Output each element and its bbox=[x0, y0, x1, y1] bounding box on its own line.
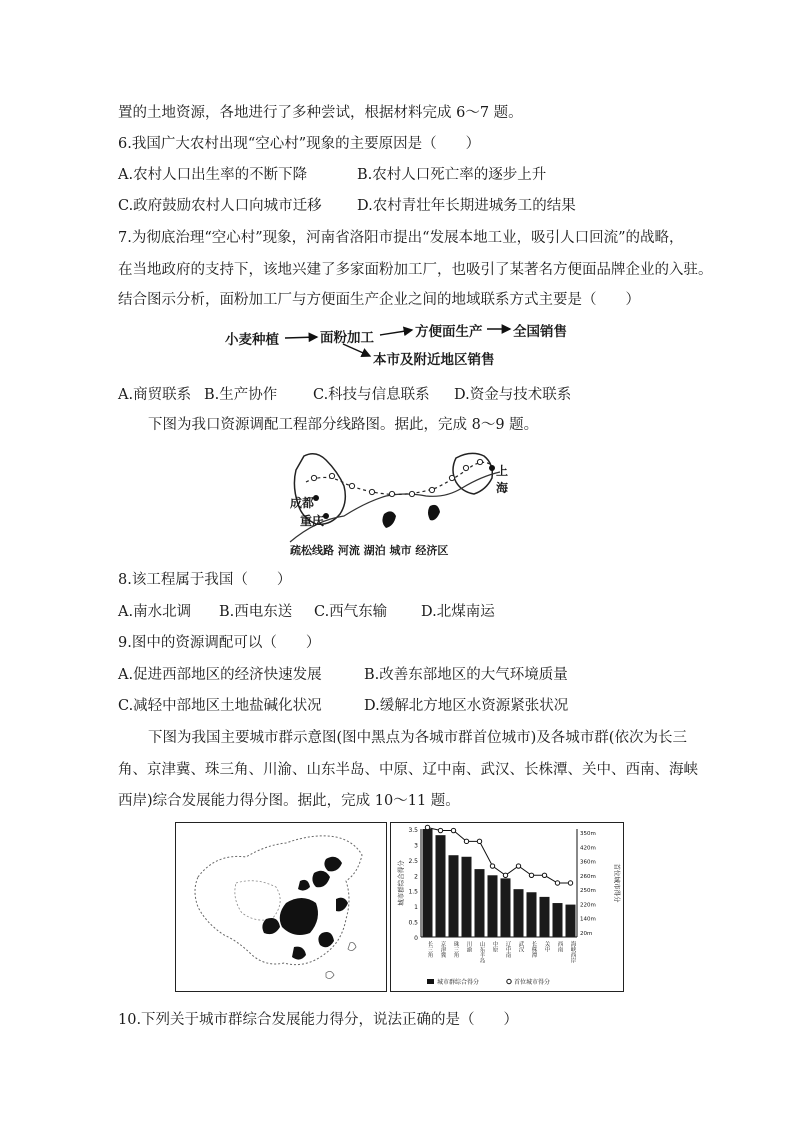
label-shanghai: 上海 bbox=[496, 464, 509, 495]
category-label: 长株潭 bbox=[530, 941, 537, 958]
q10-stem: 10.下列关于城市群综合发展能力得分，说法正确的是（ ） bbox=[118, 1012, 519, 1028]
category-label: 中原 bbox=[491, 941, 498, 952]
y2-tick-label: 250m bbox=[580, 888, 596, 895]
q8-option-c[interactable]: C.西气东输 bbox=[314, 604, 388, 620]
flow-arrows bbox=[225, 316, 580, 368]
q8-stem: 8.该工程属于我国（ ） bbox=[118, 572, 292, 588]
route-map bbox=[286, 446, 516, 558]
q8-option-b[interactable]: B.西电东送 bbox=[219, 604, 293, 620]
y2-tick-label: 260m bbox=[580, 873, 596, 880]
flow-national: 全国销售 bbox=[513, 324, 567, 340]
legend-line-label: 首位城市得分 bbox=[514, 979, 551, 986]
line-point bbox=[516, 864, 520, 868]
line-point bbox=[477, 839, 481, 843]
y2-tick-label: 360m bbox=[580, 859, 596, 866]
cluster-blobs bbox=[262, 857, 348, 960]
q9-stem: 9.图中的资源调配可以（ ） bbox=[118, 635, 321, 651]
q9-option-d[interactable]: D.缓解北方地区水资源紧张状况 bbox=[364, 698, 569, 714]
china-city-cluster-map bbox=[175, 822, 387, 992]
y2-axis-label: 首位城市得分 bbox=[613, 863, 621, 903]
category-label: 西南 bbox=[556, 941, 563, 952]
route-map-legend: 疏松线路 河流 湖泊 城市 经济区 bbox=[290, 544, 449, 557]
y-tick-label: 3 bbox=[414, 842, 418, 850]
q7-option-c[interactable]: C.科技与信息联系 bbox=[313, 387, 430, 403]
fig2-intro-line1: 下图为我国主要城市群示意图(图中黑点为各城市群首位城市)及各城市群(依次为长三 bbox=[148, 730, 687, 746]
bar bbox=[423, 829, 433, 937]
line-point bbox=[503, 873, 507, 877]
line-point bbox=[555, 881, 559, 885]
legend-bar-swatch bbox=[427, 979, 434, 984]
line-point bbox=[542, 873, 546, 877]
score-chart-svg bbox=[391, 823, 623, 991]
category-label: 关中 bbox=[543, 941, 550, 952]
line-point bbox=[529, 873, 533, 877]
bar bbox=[475, 869, 485, 937]
y-tick-label: 1 bbox=[414, 904, 418, 912]
y2-tick-label: 220m bbox=[580, 902, 596, 909]
bar bbox=[553, 903, 563, 937]
y-tick-label: 3.5 bbox=[408, 827, 418, 834]
y-tick-label: 0 bbox=[414, 935, 418, 942]
q7-option-b[interactable]: B.生产协作 bbox=[204, 387, 278, 403]
fig2-intro-line3: 西岸)综合发展能力得分图。据此，完成 10～11 题。 bbox=[118, 793, 460, 809]
y-tick-label: 2.5 bbox=[408, 857, 418, 865]
category-label: 川渝 bbox=[465, 941, 472, 952]
bar bbox=[462, 857, 472, 937]
q6-stem: 6.我国广大农村出现“空心村”现象的主要原因是（ ） bbox=[118, 136, 481, 152]
label-chongqing: 重庆 bbox=[300, 514, 325, 528]
industry-flow-diagram bbox=[225, 316, 580, 368]
line-point bbox=[490, 864, 494, 868]
q8-option-a[interactable]: A.南水北调 bbox=[118, 604, 192, 620]
q6-option-d[interactable]: D.农村青壮年长期进城务工的结果 bbox=[357, 198, 576, 214]
intro-text: 置的土地资源，各地进行了多种尝试，根据材料完成 6～7 题。 bbox=[118, 105, 523, 121]
q7-option-d[interactable]: D.资金与技术联系 bbox=[454, 387, 572, 403]
q9-option-c[interactable]: C.减轻中部地区土地盐碱化状况 bbox=[118, 698, 322, 714]
bar bbox=[540, 897, 550, 937]
score-chart bbox=[390, 822, 624, 992]
y-tick-label: 2 bbox=[414, 873, 418, 881]
y2-tick-label: 20m bbox=[580, 931, 593, 937]
q9-option-a[interactable]: A.促进西部地区的经济快速发展 bbox=[118, 667, 322, 683]
category-label: 辽中南 bbox=[504, 941, 511, 958]
legend-bar-label: 城市群综合得分 bbox=[437, 979, 480, 986]
line-point bbox=[451, 828, 455, 832]
category-label: 珠三角 bbox=[452, 941, 459, 958]
q8-option-d[interactable]: D.北煤南运 bbox=[421, 604, 495, 620]
legend-line-swatch bbox=[507, 979, 511, 983]
line-point bbox=[464, 839, 468, 843]
q7-stem-line3: 结合图示分析，面粉加工厂与方便面生产企业之间的地域联系方式主要是（ ） bbox=[118, 292, 640, 308]
bar bbox=[514, 889, 524, 937]
line-point bbox=[425, 825, 429, 829]
flow-local: 本市及附近地区销售 bbox=[373, 352, 495, 368]
bar bbox=[488, 875, 498, 937]
label-chengdu: 成都 bbox=[290, 496, 315, 510]
y2-tick-label: 350m bbox=[580, 831, 596, 837]
q9-option-b[interactable]: B.改善东部地区的大气环境质量 bbox=[364, 667, 568, 683]
q6-option-b[interactable]: B.农村人口死亡率的逐步上升 bbox=[357, 167, 547, 183]
map1-intro: 下图为我口资源调配工程部分线路图。据此，完成 8～9 题。 bbox=[148, 417, 539, 433]
y-axis-label: 城市群综合得分 bbox=[397, 860, 405, 906]
china-map-drawing bbox=[176, 823, 386, 991]
flow-noodle: 方便面生产 bbox=[415, 324, 483, 340]
bar bbox=[501, 878, 511, 937]
line-point bbox=[438, 828, 442, 832]
q7-stem-line2: 在当地政府的支持下，该地兴建了多家面粉加工厂，也吸引了某著名方便面品牌企业的入驻。 bbox=[118, 262, 713, 278]
category-label: 长三角 bbox=[426, 941, 433, 958]
category-label: 武汉 bbox=[517, 941, 524, 952]
bar bbox=[436, 835, 446, 937]
y-tick-label: 1.5 bbox=[408, 888, 418, 896]
bar bbox=[527, 892, 537, 937]
y2-tick-label: 420m bbox=[580, 845, 596, 852]
y2-tick-label: 140m bbox=[580, 916, 596, 923]
q6-option-c[interactable]: C.政府鼓励农村人口向城市迁移 bbox=[118, 198, 322, 214]
y-tick-label: 0.5 bbox=[408, 919, 418, 927]
bar bbox=[449, 855, 459, 937]
bar bbox=[566, 905, 576, 937]
category-label: 海峡西岸 bbox=[569, 941, 576, 963]
fig2-intro-line2: 角、京津冀、珠三角、川渝、山东半岛、中原、辽中南、武汉、长株潭、关中、西南、海峡 bbox=[118, 762, 698, 778]
category-label: 山东半岛 bbox=[478, 941, 485, 963]
line-point bbox=[568, 881, 572, 885]
flow-flour: 面粉加工 bbox=[320, 330, 374, 346]
q7-option-a[interactable]: A.商贸联系 bbox=[118, 387, 192, 403]
category-label: 京津冀 bbox=[439, 941, 446, 958]
flow-wheat: 小麦种植 bbox=[225, 332, 279, 348]
q7-stem-line1: 7.为彻底治理“空心村”现象，河南省洛阳市提出“发展本地工业，吸引人口回流”的战略， bbox=[118, 230, 684, 246]
q6-option-a[interactable]: A.农村人口出生率的不断下降 bbox=[118, 167, 308, 183]
